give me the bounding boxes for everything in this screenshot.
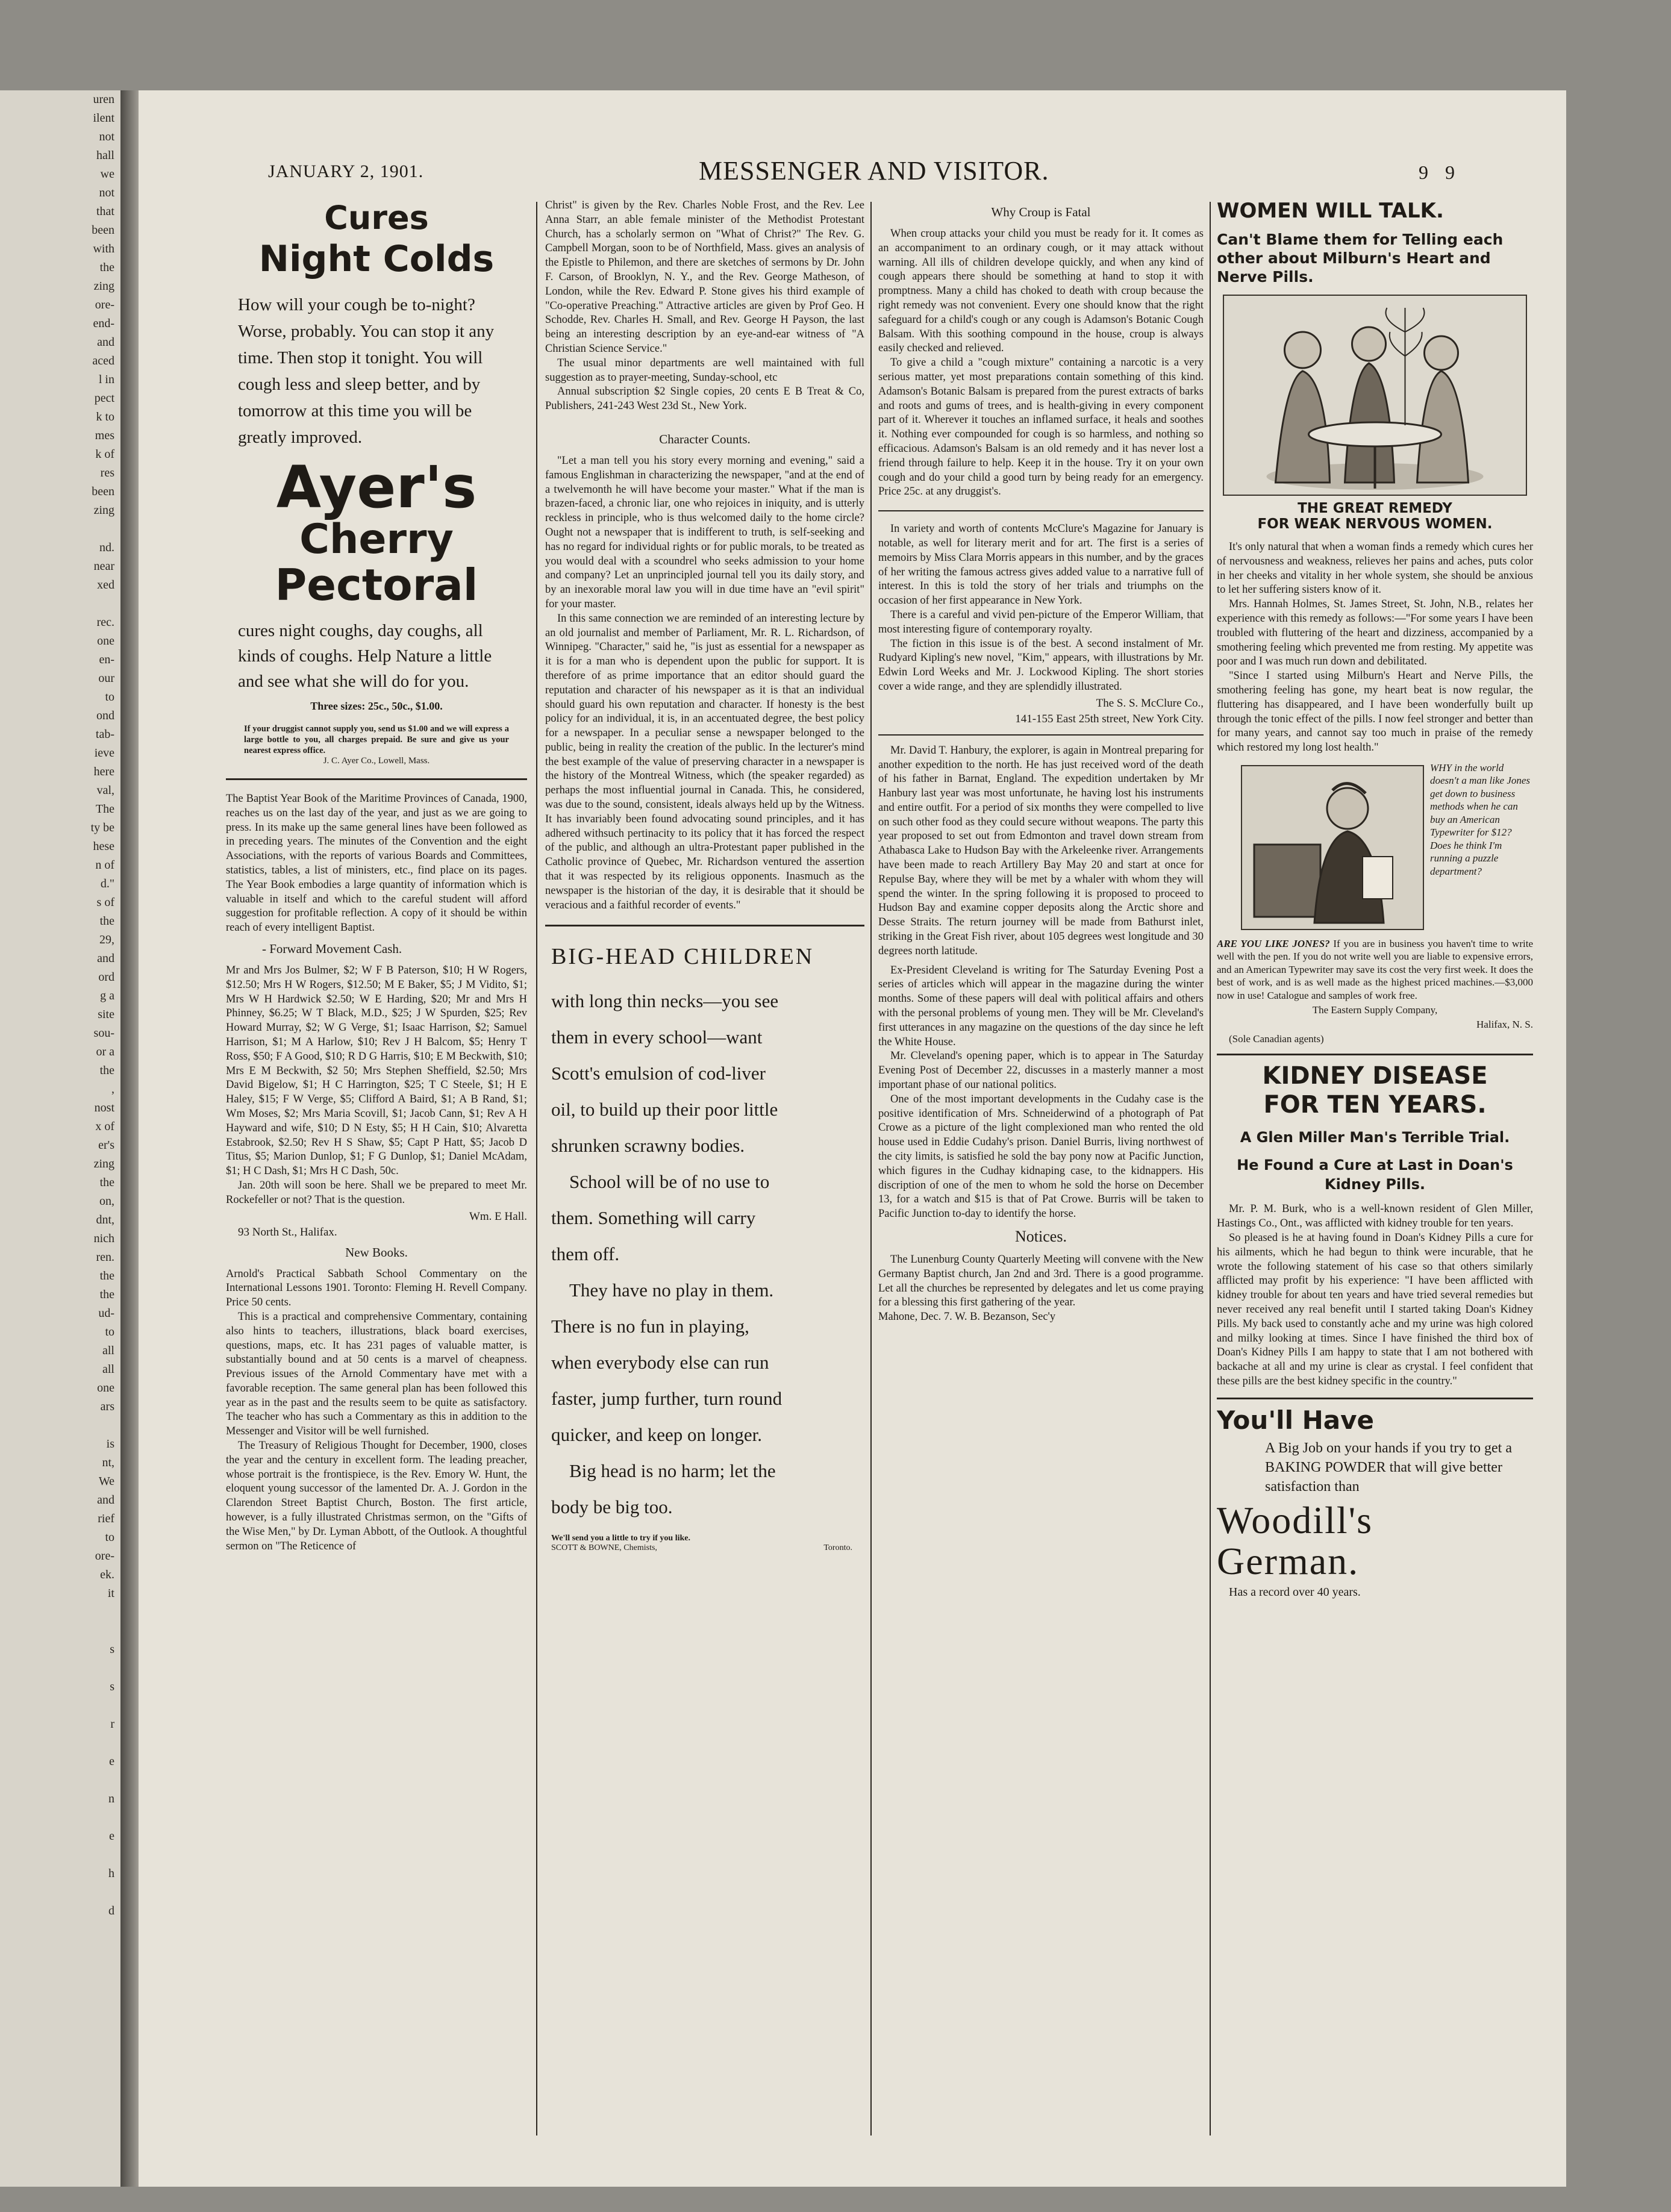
prev-page-fragment: [0, 1416, 120, 1435]
treasury-continued: Christ" is given by the Rev. Charles Noble Frost, and the Rev. Lee Anna Starr, an able female minister of the Methodist Protestant Church, has a scholarly sermon on "What of Christ?" The Rev. G. Campbell Morgan, soon to be of Northfield, Mass. gives an analysis of the Epistle to Philemon, and there are sketches of sermons by Dr. John F. Carson, of Brooklyn, N. Y., and the Rev. George Matheson, of London, while the Rev. Edward P. Stone gives his third example of "Co-operative Preaching." Attractive articles are given by Prof Geo. H Schodde, Rev. Charles H. Small, and Rev. George H Payson, the last being an interesting description by an eye-and-ear witness of "A Christian Science Service.": [545, 199, 864, 355]
ad-maker: J. C. Ayer Co., Lowell, Mass.: [323, 756, 430, 766]
prev-page-fragment: ek.: [100, 1568, 114, 1581]
milburn-para-3: "Since I started using Milburn's Heart and Nerve Pills, the smothering feeling has gone, my heart beat is now regular, the fluttering has disappeared, and I have been wonderfully built up through the tonic effect of the pills. I now feel stronger and better than for many years, and cannot say too much in praise of the remedy which restored my long lost health.": [1217, 670, 1533, 754]
scott-ad-line: them in every school—want: [551, 1026, 763, 1048]
ad-brand-cherry: Cherry: [299, 516, 454, 563]
ad-brand-ayers: Ayer's: [276, 454, 477, 521]
mcclure-para-3: The fiction in this issue is of the best. A second instalment of Mr. Rudyard Kipling's new novel, "Kim," appears, with illustrations by Mr. Edwin Lord Weeks and Mr. J. Lockwood Kipling. The short stories cover a wide range, and they are splendidly illustrated.: [878, 637, 1204, 693]
prev-page-fragment: ord: [98, 970, 114, 984]
prev-page-fragment: the: [99, 914, 114, 928]
prev-page-fragment: s: [110, 1680, 114, 1693]
prev-page-fragment: not: [99, 186, 114, 199]
prev-page-fragment: and: [97, 336, 114, 349]
milburn-para-2: Mrs. Hannah Holmes, St. James Street, St. John, N.B., relates her experience with this remedy as follows:—"For some years I have been troubled with fluttering of the heart and dizziness, accompanied by a smothering feeling which prevented me from resting. My appetite was poor and I was much run down and debilitated.: [1217, 598, 1533, 668]
cleveland-article: Ex-President Cleveland is writing for The Saturday Evening Post a series of articles which will appear in the magazine during the winter months. Some of these papers will deal with political affairs and others with the personal problems of young men. They will be Mr. Cleveland's first utterances in any magazine on the questions of the day since he left the White House.: [878, 964, 1204, 1048]
prev-page-fragment: 29,: [99, 933, 114, 946]
jones-agents: (Sole Canadian agents): [1229, 1033, 1324, 1045]
ad-fine-print: If your druggist cannot supply you, send us $1.00 and we will express a large bottle to you, all charges prepaid. Be sure and give us your nearest express office.: [244, 724, 509, 755]
prev-page-fragment: end-: [93, 317, 114, 330]
section-rule: [1217, 1054, 1533, 1055]
prev-page-fragment: rec.: [96, 616, 114, 629]
scott-ad-heading: BIG-HEAD CHILDREN: [551, 944, 814, 970]
prev-page-fragment: mes: [95, 429, 114, 442]
kidney-para-1: Mr. P. M. Burk, who is a well-known resident of Glen Miller, Hastings Co., Ont., was afflicted with kidney trouble for ten years.: [1217, 1203, 1533, 1230]
prev-page-fragment: ore-: [95, 298, 114, 311]
women-will-talk-heading: WOMEN WILL TALK.: [1217, 199, 1444, 223]
prev-page-fragment: been: [92, 223, 114, 237]
prev-page-fragment: nd.: [99, 541, 114, 554]
prev-page-fragment: and: [97, 1493, 114, 1507]
man-at-desk-illustration: [1242, 766, 1423, 929]
mcclure-para-2: There is a careful and vivid pen-picture of the Emperor William, that most interesting figure of contemporary royalty.: [878, 608, 1204, 636]
prev-page-fragment: one: [97, 1381, 114, 1395]
column-rule: [870, 202, 872, 2135]
column-rule: [1210, 202, 1211, 2135]
prev-page-fragment: zing: [93, 1157, 114, 1170]
prev-page-fragment: and: [97, 952, 114, 965]
prev-page-fragment: the: [99, 1176, 114, 1189]
yearbook-article: The Baptist Year Book of the Maritime Provinces of Canada, 1900, reaches us on the last day of the year, and just as we are going to press. In its make up the same general lines have been followed as in preceding years. The minutes of the Convention and the eight Associations, with the reports of various Boards and Committees, statistics, tables, a list of ministers, etc., find place on its pages. The Year Book embodies a large quantity of information which is valuable in itself and which to the careful student will afford suggestion for profitable reflection. A copy of it should be within reach of every intelligent Baptist.: [226, 793, 527, 934]
page-gutter: [120, 90, 139, 2187]
jones-side-text: WHY in the world doesn't a man like Jones get down to business methods when he can buy an American Typewriter for $12? Does he think I'm running a puzzle department?: [1430, 761, 1531, 877]
prev-page-fragment: We: [98, 1475, 114, 1488]
prev-page-fragment: the: [99, 1269, 114, 1283]
woodill-body: A Big Job on your hands if you try to get a BAKING POWDER that will give better satisfaction than: [1265, 1440, 1512, 1495]
prev-page-fragment: hese: [93, 840, 114, 853]
section-rule: [878, 510, 1204, 511]
character-counts-heading: Character Counts.: [659, 431, 751, 446]
prev-page-fragment: h: [108, 1867, 114, 1880]
prev-page-fragment: d.": [100, 877, 114, 890]
prev-page-fragment: aced: [92, 354, 114, 367]
prev-page-fragment: ty be: [90, 821, 114, 834]
prev-page-fragment: [0, 1659, 120, 1678]
scott-ad-fine-print: We'll send you a little to try if you like.: [551, 1534, 690, 1543]
prev-page-fragment: uren: [93, 93, 114, 106]
ad-sizes: Three sizes: 25c., 50c., $1.00.: [310, 700, 443, 712]
prev-page-fragment: one: [97, 634, 114, 648]
notices-heading: Notices.: [1015, 1228, 1067, 1245]
milburn-subheading: Can't Blame them for Telling each other about Milburn's Heart and Nerve Pills.: [1217, 231, 1504, 286]
kidney-subheading-1: A Glen Miller Man's Terrible Trial.: [1240, 1129, 1510, 1146]
scott-ad-line: them. Something will carry: [551, 1207, 756, 1229]
scott-ad-line: with long thin necks—you see: [551, 990, 779, 1012]
prev-page-fragment: xed: [97, 578, 114, 592]
prev-page-fragment: zing: [93, 504, 114, 517]
prev-page-fragment: or a: [96, 1045, 114, 1058]
prev-page-fragment: s of: [96, 896, 114, 909]
prev-page-fragment: it: [107, 1587, 114, 1600]
prev-page-fragment: nich: [93, 1232, 114, 1245]
prev-page-fragment: all: [102, 1363, 114, 1376]
croup-heading: Why Croup is Fatal: [991, 205, 1091, 219]
prev-page-fragment: the: [99, 1288, 114, 1301]
prev-page-fragment: k to: [96, 410, 114, 423]
illus-caption-1: THE GREAT REMEDY: [1298, 501, 1452, 516]
prev-page-fragment: nt,: [102, 1456, 114, 1469]
prev-page-fragment: [0, 520, 120, 539]
notices-body: The Lunenburg County Quarterly Meeting will convene with the New Germany Baptist church, Jan 2nd and 3rd. There is a good programme. Let all the churches be represented by delegates and let us come praying for a blessing this first gathering of the year.: [878, 1254, 1204, 1309]
milburn-para-1: It's only natural that when a woman finds a remedy which cures her of nervousness and weakness, relieves her pains and aches, puts color in her cheeks and vitality in her whole system, she should be anxious to let her suffering sisters know of it.: [1217, 541, 1533, 596]
forward-movement-heading: - Forward Movement Cash.: [262, 941, 402, 956]
character-counts-para-1: "Let a man tell you his story every morning and evening," said a famous Englishman in characterizing the newspaper, "and at the end of a twelvemonth he will have become your master." What if the man is brazen-faced, a chronic liar, one who rejoices in iniquity, and is utterly reckless in principle, who is thus welcomed daily to the home circle? Ought not a newspaper that is indifferent to truth, is self-seeking and has no regard for individual rights or for public morals, to be treated as you would deal with a scoundrel who seeks admission to your home and company? Let an unprincipled journal tell you its daily story, and by an inexorable moral law you will in due time have an "evil spirit" for your master.: [545, 454, 864, 610]
section-rule: [1217, 1398, 1533, 1399]
ad-body-2: cures night coughs, day coughs, all kinds of coughs. Help Nature a little and see what she will do for you.: [238, 621, 492, 691]
kidney-heading-1: KIDNEY DISEASE: [1262, 1062, 1488, 1090]
section-rule: [545, 925, 864, 926]
prev-page-fragment: that: [96, 205, 114, 218]
prev-page-fragment: we: [100, 167, 114, 181]
illus-caption-2: FOR WEAK NERVOUS WOMEN.: [1257, 516, 1493, 532]
prev-page-fragment: zing: [93, 280, 114, 293]
prev-page-fragment: [0, 1846, 120, 1864]
prev-page-fragment: site: [98, 1008, 114, 1021]
prev-page-fragment: to: [105, 1531, 114, 1544]
hanbury-article: Mr. David T. Hanbury, the explorer, is again in Montreal preparing for another expedition to the north. He has just received word of the death of his father in Barnat, England. The expedition undertaken by Mr Hanbury last year was most unfortunate, he having lost his instruments and entire outfit. For a period of six months they were compelled to live on such other food as they could secure without weapons. The party this year proposed to set out from Edmonton and travel down stream from Athabasca Lake to Hudson Bay with the Arkeleenke river. Arrangements have been made to reach Artillery Bay May 20 and start at once for Repulse Bay, where they will be met by a whaler with whom they will spend the winter. In the spring following it is proposed to proceed to Hudson Bay and examine copper deposits along the Arctic shore and Desse Straits. The return journey will be made from Bathurst inlet, striking in the Great Fish river, about 105 degrees west longitude and 30 degrees north latitude.: [878, 744, 1204, 957]
jones-question: ARE YOU LIKE JONES?: [1217, 937, 1330, 949]
prev-page-fragment: er's: [98, 1139, 114, 1152]
women-illustration: [1223, 295, 1527, 496]
prev-page-fragment: [0, 595, 120, 613]
woodill-brand-2: German.: [1217, 1539, 1360, 1582]
prev-page-fragment: n of: [95, 858, 114, 872]
prev-page-fragment: [0, 1603, 120, 1622]
typewriter-advertisement: [1217, 761, 1533, 1046]
prev-page-fragment: s: [110, 1643, 114, 1656]
croup-para-1: When croup attacks your child you must be ready for it. It comes as an accompaniment to an ordinary cough, or it may attack without warning. All ills of children develope quickly, and when any kind of cough appears there should be something at hand to stop it with promptness. Many a child has choked to death with croup because the right remedy was not convenient. Every one should know that the right safeguard for a child's cough or any cough is Adamson's Botanic Cough Balsam. With this soothing compound in the house, croup is always easily checked and relieved.: [878, 228, 1204, 355]
cleveland-article-2: Mr. Cleveland's opening paper, which is to appear in The Saturday Evening Post of December 22, discusses in a masterly manner a most important phase of our national politics.: [878, 1050, 1204, 1092]
ayer-advertisement: [226, 199, 527, 766]
prev-page-fragment: res: [100, 466, 114, 480]
prev-page-fragment: tab-: [95, 728, 114, 741]
signature-address: 93 North St., Halifax.: [238, 1225, 337, 1239]
prev-page-fragment: all: [102, 1344, 114, 1357]
scott-ad-line: Scott's emulsion of cod-liver: [551, 1063, 766, 1084]
jones-company: The Eastern Supply Company,: [1312, 1004, 1438, 1016]
prev-page-fragment: n: [108, 1792, 114, 1805]
page-number: 9 9: [1419, 161, 1461, 183]
prev-page-fragment: here: [93, 765, 114, 778]
column-rule: [536, 202, 537, 2135]
ad-body: How will your cough be to-night? Worse, probably. You can stop it any time. Then stop it tonight. You will cough less and sleep better, and by tomorrow at this time you will be greatly improved.: [238, 295, 495, 447]
prev-page-fragment: pect: [94, 392, 114, 405]
issue-date: JANUARY 2, 1901.: [268, 161, 424, 181]
doans-advertisement: [1217, 1061, 1533, 1389]
prev-page-fragment: ud-: [98, 1307, 114, 1320]
prev-page-fragment: ieve: [94, 746, 114, 760]
kidney-subheading-2: He Found a Cure at Last in Doan's Kidney Pills.: [1237, 1157, 1513, 1193]
prev-page-fragment: dnt,: [96, 1213, 114, 1226]
prev-page-fragment: [0, 1734, 120, 1752]
new-books-review: This is a practical and comprehensive Commentary, containing also hints to teachers, illustrations, black board exercises, questions, maps, etc. It has 231 pages of valuable matter, is substantially bound and at 50 cents is a marvel of cheapness. Previous issues of the Arnold Commentary have met with a favorable reception. The same general plan has been followed this year as in the past and the results seem to be quite as satisfactory. The teacher who has such a Commentary as this in addition to the Messenger and Visitor will be well furnished.: [226, 1310, 527, 1438]
prev-page-fragment: [0, 1808, 120, 1827]
prev-page-fragment: en-: [99, 653, 114, 666]
prev-page-fragment: ,: [111, 1083, 114, 1096]
new-books-heading: New Books.: [345, 1245, 408, 1260]
scott-ad-line: They have no play in them.: [569, 1279, 774, 1301]
scott-ad-maker: SCOTT & BOWNE, Chemists,: [551, 1543, 657, 1553]
scott-ad-line: quicker, and keep on longer.: [551, 1424, 762, 1446]
prev-page-fragment: e: [109, 1829, 114, 1843]
prev-page-fragment: with: [93, 242, 114, 255]
forward-movement-note: Jan. 20th will soon be here. Shall we be prepared to meet Mr. Rockefeller or not? That is the question.: [226, 1179, 527, 1206]
prev-page-fragment: [0, 1771, 120, 1790]
croup-para-2: To give a child a "cough mixture" containing a narcotic is a very serious matter, yet most preparations contain something of this kind. Adamson's Botanic Balsam is prepared from the purest extracts of barks and roots and gums of trees, and is health-giving in every component part of it. Wherever it touches an inflamed surface, it heals and soothes it. Nothing ever compounded for cough is so harmless, and nothing so efficacious. Adamson's Balsam is an old remedy and it has never lost a friend through failure to help. Keep it in the house. Try it on your own cough and do your child a good turn by being ready for an emergency. Price 25c. at any druggist's.: [878, 357, 1204, 498]
prev-page-fragment: is: [106, 1437, 114, 1451]
scott-ad-line: when everybody else can run: [551, 1352, 769, 1373]
section-rule: [878, 734, 1204, 736]
forward-movement-list: Mr and Mrs Jos Bulmer, $2; W F B Paterson, $10; H W Rogers, $12.50; Mrs H W Rogers, $12.50; M E Baker, $5; J M Vidito, $1; Mrs W H Hardwick $2.50; W E Harding, $20; Mr and Mrs H Phinney, $6.25; W T Black, M.D., $25; J W Spurden, $25; Rev Howard Murray, $2; W G Verge, $1; Isaac Harrison, $2; Samuel Harrison, $1; M A Harlow, $10; Rev J H Balcom, $5; Henry T Ross, $50; F A Good, $10; R D G Harris, $10; E M Beckwith, $10; Mrs E M Beckwith, $2 50; Mrs Stephen Sheffield, $2.50; Mrs David Bigelow, $1; H C Harrington, $25; T C Steele, $1; H E Haley, $15; F W Verge, $5; Clifford A Baird, $1; A B Rand, $1; Wm Moses, $2; Mrs Maria Scovill, $1; Jacob Cann, $1; Rev A H Hayward and wife, $10; D N Esty, $5; H H Cain, $10; Alvaretta Estabrook, $2.50; Rev H S Shaw, $5; Capt P Hatt, $5; Jacob D Titus, $5; Marion Dunlop, $1; F G Dunlop, $1; Daniel McAdam, $1; H C Dash, $1; Mrs H C Dash, 50c.: [226, 964, 527, 1178]
prev-page-fragment: ren.: [96, 1251, 114, 1264]
prev-page-fragment: l in: [98, 373, 114, 386]
scott-ad-maker-line: [551, 1543, 852, 1553]
jones-body: If you are in business you haven't time to write well with the pen. If you do not write well you are liable to expensive errors, and an American Typewriter may save its cost the very first week. It does the best of work, and is as well made as the highest priced machines.—$3,000 now in use! Catalogue and samples of work free.: [1217, 937, 1533, 1001]
previous-page-edge: [0, 90, 120, 2187]
prev-page-fragment: to: [105, 1325, 114, 1339]
column-1: [226, 199, 527, 2157]
prev-page-fragment: nost: [94, 1101, 114, 1114]
section-rule: [226, 778, 527, 780]
scott-ad-line: shrunken scrawny bodies.: [551, 1135, 745, 1157]
prev-page-fragment: hall: [96, 149, 114, 162]
woodill-brand-1: Woodill's: [1217, 1498, 1373, 1542]
scott-ad-line: body be big too.: [551, 1496, 673, 1518]
mcclure-signature: The S. S. McClure Co.,: [1096, 696, 1204, 710]
prev-page-fragment: to: [105, 690, 114, 704]
prev-page-fragment: k of: [95, 448, 114, 461]
prev-page-fragment: been: [92, 485, 114, 498]
mcclure-address: 141-155 East 25th street, New York City.: [1015, 712, 1204, 725]
jones-city: Halifax, N. S.: [1476, 1019, 1533, 1031]
kidney-para-2: So pleased is he at having found in Doan's Kidney Pills a cure for his ailments, which he had begun to think were incurable, that he wrote the following statement of his case so that others similarly afflicted may profit by his experience: "I have been afflicted with kidney trouble for about ten years and have tried several remedies but never received any real benefit until I started taking Doan's Kidney Pills. My back used to constantly ache and my urine was high colored and milky looking at times. Since I have finished the third box of Doan's Kidney Pills I am happy to state that I am not bothered with backache at all and my urine is clear as crystal. I feel confident that these pills are the best kidney specific in the country.": [1217, 1232, 1533, 1388]
prev-page-fragment: d: [108, 1904, 114, 1917]
woodill-advertisement: [1217, 1405, 1533, 1599]
column-2: [545, 199, 864, 2163]
column-3: [878, 199, 1204, 2163]
ad-headline-cures: Cures: [324, 199, 429, 237]
prev-page-fragment: r: [110, 1717, 114, 1731]
prev-page-fragment: [0, 1883, 120, 1902]
prev-page-fragment: e: [109, 1755, 114, 1768]
cudahy-article: One of the most important developments in the Cudahy case is the positive identification of Mrs. Schneiderwind of a photograph of Pat Crowe as a picture of the light complexioned man who rented the old house used in Eddie Cudahy's prison. Daniel Burris, living northwest of the city limits, is satisfied he sold the bay pony now at Pacific Junction, which figures in the Cudhay kidnaping case, to the kidnappers. His discription of one of the men to whom he sold the horse on December 13, for a watch and $15 is that of Pat Crowe. Burris will be taken to Pacific Junction to-day to identify the horse.: [878, 1093, 1204, 1220]
women-at-table-illustration: [1224, 296, 1526, 495]
treasury-subscription: Annual subscription $2 Single copies, 20 cents E B Treat & Co, Publishers, 241-243 West 23d St., New York.: [545, 386, 864, 413]
signature: Wm. E Hall.: [469, 1210, 527, 1223]
treasury-departments: The usual minor departments are well maintained with full suggestion as to prayer-meeting, Sunday-school, etc: [545, 357, 864, 384]
scott-ad-line: oil, to build up their poor little: [551, 1099, 778, 1120]
prev-page-fragment: g a: [100, 989, 114, 1002]
prev-page-fragment: near: [93, 560, 114, 573]
prev-page-fragment: the: [99, 1064, 114, 1077]
prev-page-fragment: the: [99, 261, 114, 274]
prev-page-fragment: not: [99, 130, 114, 143]
newspaper-page: [139, 90, 1566, 2187]
scott-ad-line: There is no fun in playing,: [551, 1316, 749, 1337]
notices-signature: Mahone, Dec. 7. W. B. Bezanson, Sec'y: [878, 1311, 1056, 1323]
ad-headline-night-colds: Night Colds: [258, 238, 495, 280]
scott-ad-city: Toronto.: [823, 1543, 852, 1553]
new-books-title: Arnold's Practical Sabbath School Commentary on the International Lessons 1901. Toronto: Fleming H. Revell Company. Price 50 cents.: [226, 1267, 527, 1309]
prev-page-fragment: [0, 1696, 120, 1715]
prev-page-fragment: x of: [95, 1120, 114, 1133]
prev-page-fragment: ond: [96, 709, 114, 722]
scott-ad-line: School will be of no use to: [569, 1171, 770, 1193]
prev-page-fragment: ars: [100, 1400, 114, 1413]
treasury-review: The Treasury of Religious Thought for December, 1900, closes the year and the century in excellent form. The leading preacher, whose portrait is the frontispiece, is the Rev. Emory W. Hunt, the eloquent young successor of the lamented Dr. A. J. Gordon in the Clarendon Street Baptist Church, Boston. The first article, however, is a fully illustrated Christmas sermon, on the "Gifts of the Wise Men," by Dr. Lyman Abbott, of the Outlook. A thoughtful sermon on "The Reticence of: [226, 1440, 527, 1552]
mcclure-para-1: In variety and worth of contents McClure's Magazine for January is notable, as well for literary merit and for art. The first is a series of memoirs by Miss Clara Morris appears in this number, and by the graces of her writing the famous actress gives added value to a narrative full of interest. In this is told the story of her trials and triumphs on the occasion of her first appearance in New York.: [878, 523, 1204, 607]
prev-page-fragment: val,: [96, 784, 114, 797]
ad-brand-pectoral: Pectoral: [275, 560, 478, 610]
prev-page-fragment: rief: [98, 1512, 114, 1525]
scott-ad-line: Big head is no harm; let the: [569, 1460, 776, 1482]
woodill-heading: You'll Have: [1217, 1405, 1374, 1435]
column-4: [1217, 199, 1533, 2163]
prev-page-fragment: [0, 1622, 120, 1640]
scott-ad-line: them off.: [551, 1243, 620, 1265]
prev-page-fragment: The: [95, 802, 114, 816]
scott-ad-line: faster, jump further, turn round: [551, 1388, 782, 1410]
masthead-title: MESSENGER AND VISITOR.: [699, 156, 1049, 186]
kidney-heading-2: FOR TEN YEARS.: [1263, 1091, 1487, 1119]
prev-page-fragment: ore-: [95, 1549, 114, 1563]
character-counts-para-2: In this same connection we are reminded of an interesting lecture by an old journalist and member of Parliament, Mr. R. L. Richardson, of Winnipeg. "Character," said he, "is just as essential for a newspaper as it is for a man who is dependent upon the public for support. It is therefore of as prime importance that an editor should guard the reputation and character of his newspaper as it is that an individual should guard his own reputation and character. If honesty is the best policy for an individual, it is, in an accentuated degree, the best policy for a newspaper. In a peculiar sense a newspaper belonged to the public, being in reality the creation of the public. In the lecturer's mind the best example of the value of preserving character in a newspaper is the history of the Montreal Witness, which (the speaker regarded) as perhaps the most influential journal in Canada. This, he considered, was due to the sound, consistent, ideals always held up by the Witness. It has invariably been found advocating sound principles, and it has adhered withsuch pertinacity to its policy that it has forced the respect of the public, and although an ultra-Protestant paper published in the Catholic province of Quebec, Mr. Richardson ventured the assertion that it was respected by its religious opponents. Inasmuch as the newspaper is the historian of the day, it is desirable that it should be veracious and a faithful recorder of events.": [545, 612, 864, 911]
prev-page-fragment: ilent: [93, 111, 114, 125]
milburn-advertisement: [1217, 199, 1533, 755]
prev-page-fragment: sou-: [93, 1026, 114, 1040]
woodill-tagline: Has a record over 40 years.: [1229, 1585, 1361, 1599]
jones-illustration: [1241, 765, 1424, 930]
scott-emulsion-advertisement: [545, 943, 864, 1553]
prev-page-fragment: our: [98, 672, 114, 685]
prev-page-fragment: on,: [99, 1195, 114, 1208]
